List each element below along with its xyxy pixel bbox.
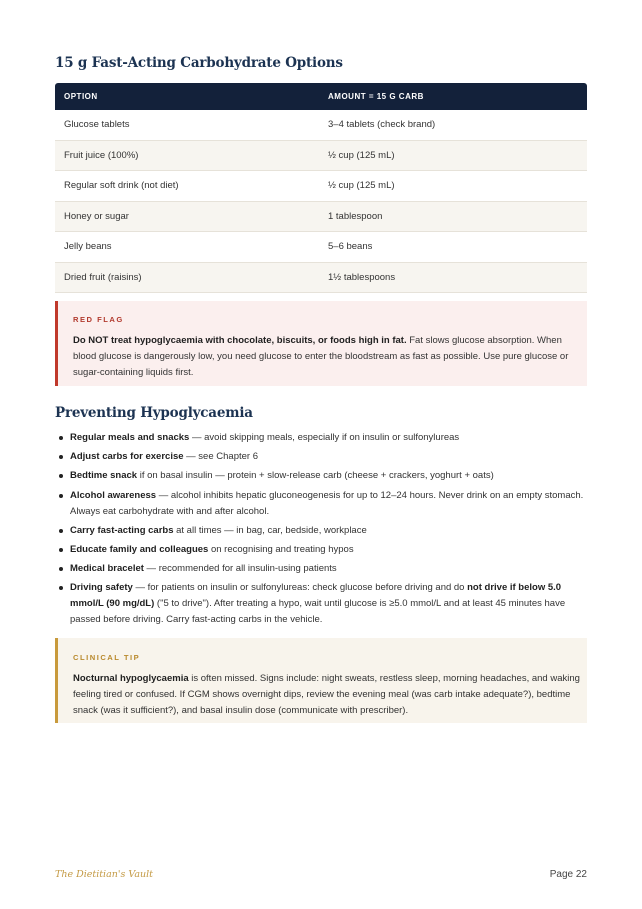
table-cell: ½ cup (125 mL) bbox=[319, 171, 587, 202]
table-row bbox=[55, 201, 587, 232]
table-cell: 5–6 beans bbox=[319, 232, 587, 263]
table-cell: 1½ tablespoons bbox=[319, 262, 587, 293]
list-item bbox=[55, 468, 585, 484]
list-item-bold: Medical bracelet bbox=[70, 563, 144, 575]
table-row bbox=[55, 232, 587, 263]
clinical-tip-bold: Nocturnal hypoglycaemia bbox=[73, 673, 189, 684]
table-row bbox=[55, 110, 587, 140]
prevention-list bbox=[55, 430, 585, 632]
page-number: Page 22 bbox=[549, 869, 587, 880]
table-cell: Fruit juice (100%) bbox=[55, 140, 319, 171]
table-row bbox=[55, 140, 587, 171]
list-item bbox=[55, 523, 585, 539]
list-item-bold: Bedtime snack bbox=[70, 470, 138, 482]
list-item-bold: Alcohol awareness bbox=[70, 489, 157, 501]
table-cell: Regular soft drink (not diet) bbox=[55, 171, 319, 202]
red-flag-tag: RED FLAG bbox=[73, 315, 124, 324]
table-cell: Dried fruit (raisins) bbox=[55, 262, 319, 293]
carb-options-table bbox=[55, 83, 587, 293]
table-section-title: 15 g Fast-Acting Carbohydrate Options bbox=[55, 55, 343, 71]
list-item-bold: not drive if below 5.0 mmol/L (90 mg/dL) bbox=[70, 582, 562, 610]
clinical-tip-callout bbox=[55, 638, 587, 723]
footer-brand: The Dietitian's Vault bbox=[55, 869, 154, 880]
list-item-text: — alcohol inhibits hepatic gluconeogenesis for up to 12–24 hours. Never drink on an empty stomach. Always eat carbohydrate with and after alcohol. bbox=[70, 489, 584, 517]
table-cell: Honey or sugar bbox=[55, 201, 319, 232]
list-item-text: — for patients on insulin or sulfonylureas: check glucose before driving and do bbox=[132, 582, 468, 594]
list-item-bold: Adjust carbs for exercise bbox=[70, 451, 184, 463]
list-item bbox=[55, 542, 585, 558]
list-item-text: on recognising and treating hypos bbox=[208, 543, 354, 555]
list-item bbox=[55, 561, 585, 577]
list-item-text: at all times — in bag, car, bedside, workplace bbox=[173, 524, 367, 536]
table-cell: ½ cup (125 mL) bbox=[319, 140, 587, 171]
table-row bbox=[55, 171, 587, 202]
list-item-text: — avoid skipping meals, especially if on insulin or sulfonylureas bbox=[189, 432, 460, 443]
clinical-tip-body: is often missed. Signs include: night sweats, restless sleep, morning headaches, and waking feeling tired or confused. If CGM shows overnight dips, review the evening meal (was carb intake adequate?), bedtime snack (was it sufficient?), and basal insulin dose (communicate with prescriber). bbox=[73, 673, 580, 716]
red-flag-callout bbox=[55, 301, 587, 386]
table-cell: 3–4 tablets (check brand) bbox=[319, 110, 587, 140]
list-item-bold: Educate family and colleagues bbox=[70, 543, 209, 555]
list-item bbox=[55, 430, 585, 446]
red-flag-text bbox=[73, 333, 587, 381]
list-item-bold: Regular meals and snacks bbox=[70, 432, 190, 443]
table-cell: 1 tablespoon bbox=[319, 201, 587, 232]
clinical-tip-tag: CLINICAL TIP bbox=[73, 653, 141, 662]
list-item bbox=[55, 488, 585, 520]
list-item-bold: Driving safety bbox=[70, 582, 133, 594]
column-header-option: OPTION bbox=[64, 92, 98, 101]
list-item-text: — recommended for all insulin-using patients bbox=[143, 563, 337, 575]
list-item-text: — see Chapter 6 bbox=[183, 451, 258, 463]
list-item bbox=[55, 580, 585, 628]
red-flag-bold: Do NOT treat hypoglycaemia with chocolate, biscuits, or foods high in fat. bbox=[73, 335, 407, 346]
list-item-bold: Carry fast-acting carbs bbox=[70, 524, 174, 536]
table-row bbox=[55, 262, 587, 293]
list-item-text: ("5 to drive"). After treating a hypo, wait until glucose is ≥5.0 mmol/L and at least 45 minutes have passed before driving. Carry fast-acting carbs in the vehicle. bbox=[70, 598, 566, 626]
list-item bbox=[55, 449, 585, 465]
red-flag-body: Fat slows glucose absorption. When blood glucose is dangerously low, you need glucose to enter the bloodstream as fast as possible. Use pure glucose or sugar-containing liquids first. bbox=[73, 335, 569, 378]
clinical-tip-text bbox=[73, 671, 587, 719]
column-header-amount: AMOUNT = 15 G CARB bbox=[328, 92, 424, 101]
table-cell: Jelly beans bbox=[55, 232, 319, 263]
table-header-row bbox=[55, 83, 587, 110]
prevention-title: Preventing Hypoglycaemia bbox=[55, 405, 253, 421]
list-item-text: if on basal insulin — protein + slow-release carb (cheese + crackers, yoghurt + oats) bbox=[137, 470, 494, 482]
table-cell: Glucose tablets bbox=[55, 110, 319, 140]
